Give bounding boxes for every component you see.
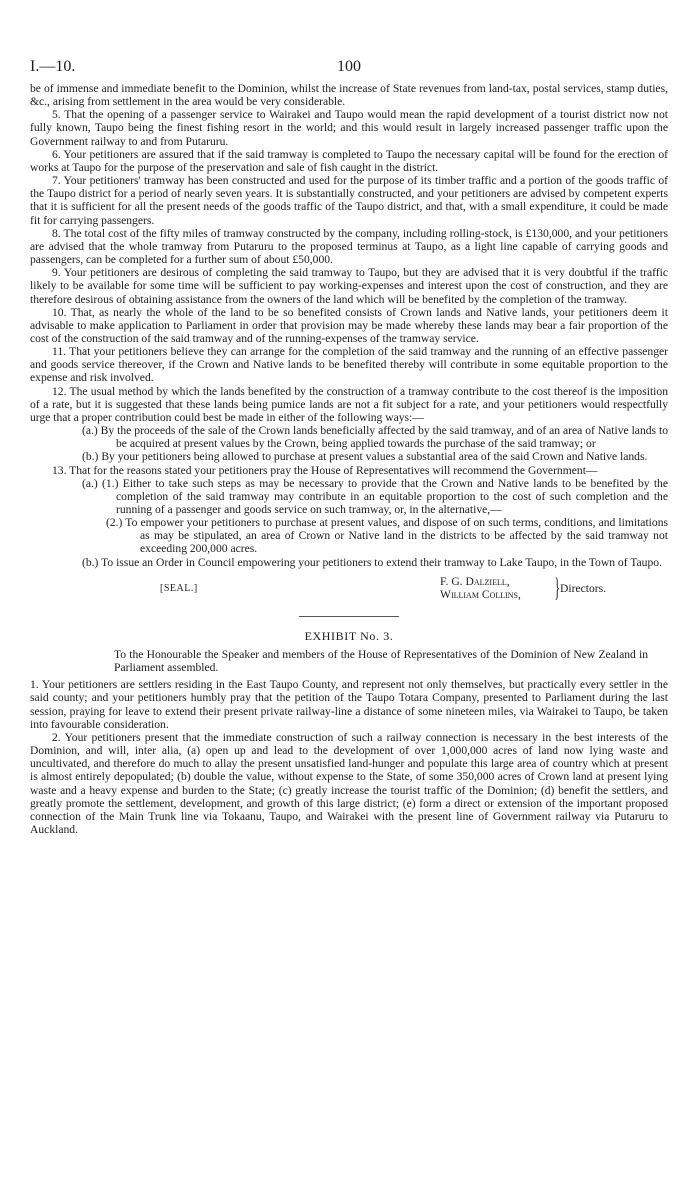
page-header xyxy=(30,58,668,78)
paragraph-6: 6. Your petitioners are assured that if the said tramway is completed to Taupo the necessary capital will be found for the erection of works at Taupo for the purpose of the preservation and sale of fish caught in the district. xyxy=(30,147,668,174)
document-reference: I.—10. xyxy=(30,58,76,75)
signatory-1: F. G. Dalziell, xyxy=(440,574,510,588)
signature-block xyxy=(30,572,668,605)
signatory-role: Directors. xyxy=(560,581,607,595)
seal-label: [SEAL.] xyxy=(160,582,198,594)
paragraph-5: 5. That the opening of a passenger service to Wairakei and Taupo would mean the rapid development of a tourist district now not fully known, Taupo being the finest fishing resort in the world; and this would result in largely increased passenger traffic upon the Government railway to and from Putaruru. xyxy=(30,108,668,148)
paragraph-11: 11. That your petitioners believe they can arrange for the completion of the said tramway and the running of an effective passenger and goods service thereover, if the Crown and Native lands to be benefited thereby will contribute in some equitable proportion to the expense and risk involved. xyxy=(30,345,668,385)
paragraph-10: 10. That, as nearly the whole of the land to be so benefited consists of Crown lands and Native lands, your petitioners deem it advisable to make application to Parliament in order that provision may be made whereby these lands may bear a fair proportion of the cost of the construction of the said tramway and of the running-expenses of the tramway service. xyxy=(30,305,668,345)
brace-symbol: } xyxy=(554,572,561,602)
paragraph-12: 12. The usual method by which the lands benefited by the construction of a tramway contribute to the cost thereof is the imposition of a rate, but it is suggested that these lands being pumice lands are not a fit subject for a rate, and your petitioners would respectfully urge that a proper contribution could best be made in either of the following ways:— xyxy=(30,384,668,424)
paragraph-13-item-b: (b.) To issue an Order in Council empowering your petitioners to extend their tramway to Lake Taupo, in the Town of Taupo. xyxy=(82,555,662,569)
paragraph-continuation: be of immense and immediate benefit to the Dominion, whilst the increase of State revenues from land-tax, postal services, stamp duties, &c., arising from settlement in the area would be very considerable. xyxy=(30,82,668,109)
paragraph-13-item-a2: (2.) To empower your petitioners to purchase at present values, and dispose of on such terms, conditions, and limitations as may be stipulated, an area of Crown or Native land in the districts to be affected by the said tramway not exceeding 200,000 acres. xyxy=(106,516,668,556)
paragraph-13: 13. That for the reasons stated your petitioners pray the House of Representatives will recommend the Government— xyxy=(52,463,598,477)
exhibit-paragraph-1: 1. Your petitioners are settlers residing in the East Taupo County, and represent not only themselves, but practically every settler in the said county; and your petitioners humbly pray that the petition of the Taupo Totara Company, presented to Parliament during the last session, praying for leave to extend their present private railway-line a distance of some nineteen miles, via Wairakei to Taupo, be taken into favourable consideration. xyxy=(30,678,668,731)
paragraph-13-item-a1: (a.) (1.) Either to take such steps as may be necessary to provide that the Crown and Native lands to be benefited by the completion of the said tramway may contribute in an equitable proportion to the cost of such completion and the running of a passenger and goods service on such tramway, or, in the alternative,— xyxy=(82,476,668,516)
signatory-names xyxy=(440,575,521,601)
section-divider xyxy=(299,616,399,617)
exhibit-paragraph-2: 2. Your petitioners present that the immediate construction of such a railway connection is necessary in the best interests of the Dominion, and will, inter alia, (a) open up and lead to the development of over 1,000,000 acres of land now lying waste and uncultivated, and therefore do much to allay the present unsatisfied land-hunger and populate this large area of country which at present is almost entirely depopulated; (b) double the value, without expense to the State, of some 350,000 acres of Crown land at present lying waste and a heavy expense and burden to the State; (c) greatly increase the tourist traffic of the Dominion; (d) benefit the settlers, and greatly promote the settlement, development, and growth of this large district; (e) form a direct or extension of the important proposed connection of the Main Trunk line via Tokaanu, Taupo, and Wairakei with the present line of Government railway via Putaruru to Auckland. xyxy=(30,730,668,836)
paragraph-7: 7. Your petitioners' tramway has been constructed and used for the purpose of its timber traffic and a portion of the goods traffic of the Taupo district for a period of nearly seven years. It is substantially constructed, and your petitioners are advised by competent experts that it is sufficient for all the present needs of the goods traffic of the Taupo district, and that, with a small expenditure, it could be made fit for carrying passengers. xyxy=(30,174,668,227)
paragraph-12-item-a: (a.) By the proceeds of the sale of the Crown lands beneficially affected by the said tramway, and of an area of Native lands to be acquired at present values by the Crown, being applied towards the purchase of the said tramway; or xyxy=(82,424,668,451)
paragraph-12-item-b: (b.) By your petitioners being allowed to purchase at present values a substantial area of the said Crown and Native lands. xyxy=(82,450,648,464)
exhibit-title: EXHIBIT No. 3. xyxy=(304,628,394,643)
document-body xyxy=(30,82,668,836)
paragraph-8: 8. The total cost of the fifty miles of tramway constructed by the company, including rolling-stock, is £130,000, and your petitioners are advised that the whole tramway from Putaruru to the proposed terminus at Taupo, as a light line capable of carrying goods and passengers, can be completed for a further sum of about £50,000. xyxy=(30,226,668,267)
paragraph-9: 9. Your petitioners are desirous of completing the said tramway to Taupo, but they are advised that it is very doubtful if the traffic likely to be available for some time will be sufficient to pay working-expenses and interest upon the cost of construction, and they are therefore desirous of obtaining assistance from the owners of the land which will be benefited by the completion of the tramway. xyxy=(30,266,668,306)
exhibit-address: To the Honourable the Speaker and members of the House of Representatives of the Dominion of New Zealand in Parliament assembled. xyxy=(114,647,648,675)
page-number: 100 xyxy=(337,58,361,75)
signatory-2: William Collins, xyxy=(440,587,521,601)
